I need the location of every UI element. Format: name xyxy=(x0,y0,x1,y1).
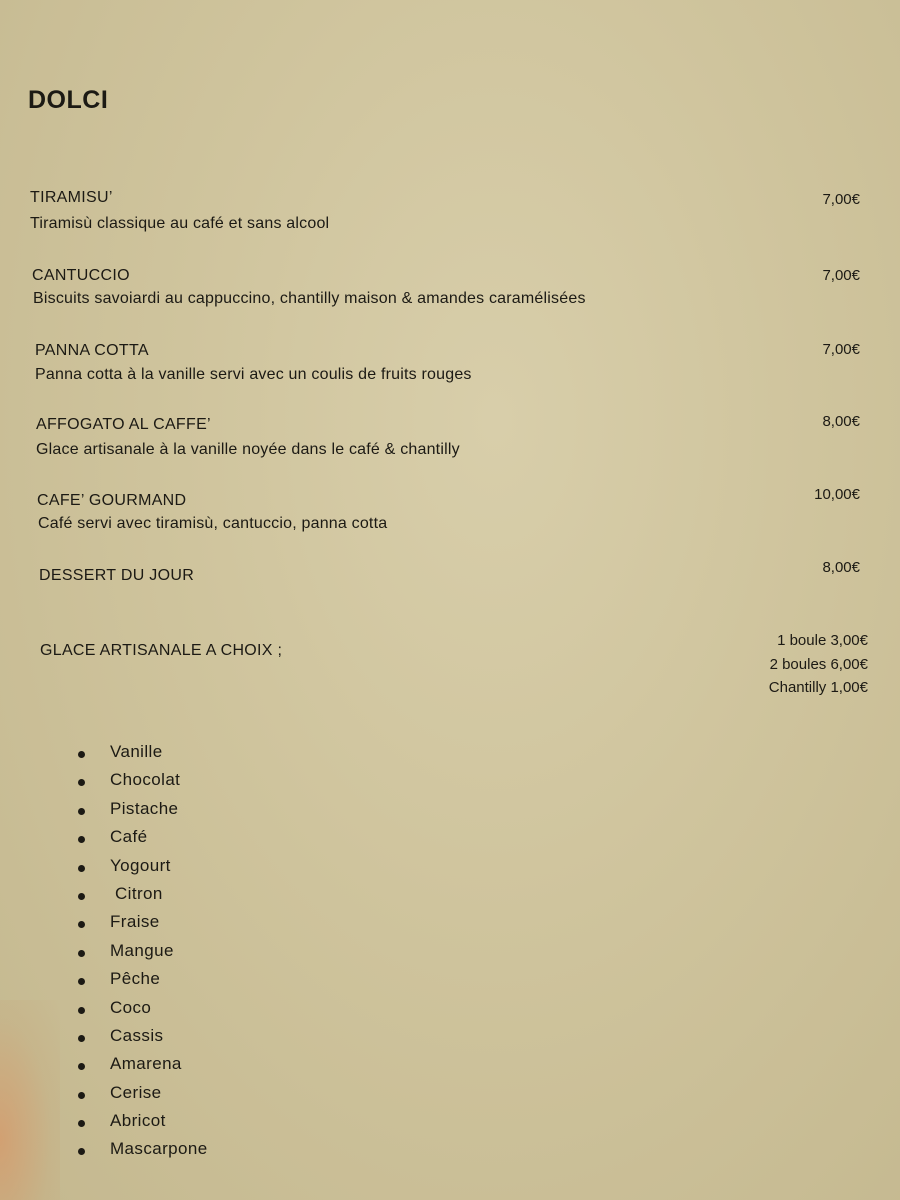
item-price: 7,00€ xyxy=(822,191,860,208)
item-description: Café servi avec tiramisù, cantuccio, panna cotta xyxy=(38,515,388,532)
glace-prices xyxy=(769,629,868,700)
item-price: 7,00€ xyxy=(822,267,860,284)
bullet-icon xyxy=(78,808,85,815)
bullet-icon xyxy=(78,1007,85,1014)
bullet-icon xyxy=(78,1063,85,1070)
item-name: CAFE’ GOURMAND xyxy=(37,492,187,509)
bullet-icon xyxy=(78,978,85,985)
price-chantilly: Chantilly 1,00€ xyxy=(768,679,868,696)
item-description: Panna cotta à la vanille servi avec un coulis de fruits rouges xyxy=(35,366,472,383)
item-name: TIRAMISU’ xyxy=(30,189,113,206)
page-title: DOLCI xyxy=(28,86,109,114)
bullet-icon xyxy=(78,1035,85,1042)
bullet-icon xyxy=(78,1120,85,1127)
price-one-scoop: 1 boule 3,00€ xyxy=(777,632,868,649)
bullet-icon xyxy=(78,779,85,786)
bullet-icon xyxy=(78,836,85,843)
bullet-icon xyxy=(78,921,85,928)
bullet-icon xyxy=(78,1092,85,1099)
bullet-icon xyxy=(78,865,85,872)
price-two-scoops: 2 boules 6,00€ xyxy=(769,655,868,673)
item-description: Glace artisanale à la vanille noyée dans le café & chantilly xyxy=(36,441,460,458)
item-price: 8,00€ xyxy=(822,413,860,430)
item-name: AFFOGATO AL CAFFE’ xyxy=(36,416,211,433)
bullet-icon xyxy=(78,893,85,900)
page-shadow xyxy=(0,1000,60,1200)
item-price: 8,00€ xyxy=(822,559,860,576)
item-name: CANTUCCIO xyxy=(32,267,130,284)
item-description: Tiramisù classique au café et sans alcool xyxy=(30,215,330,232)
item-name: PANNA COTTA xyxy=(35,342,149,359)
item-name: DESSERT DU JOUR xyxy=(39,567,195,584)
bullet-icon xyxy=(78,950,85,957)
item-description: Biscuits savoiardi au cappuccino, chantilly maison & amandes caramélisées xyxy=(33,290,586,307)
bullet-icon xyxy=(78,751,85,758)
item-price: 10,00€ xyxy=(814,486,860,503)
item-price: 7,00€ xyxy=(822,341,860,358)
bullet-icon xyxy=(78,1148,85,1155)
item-name: GLACE ARTISANALE A CHOIX ; xyxy=(40,642,283,659)
